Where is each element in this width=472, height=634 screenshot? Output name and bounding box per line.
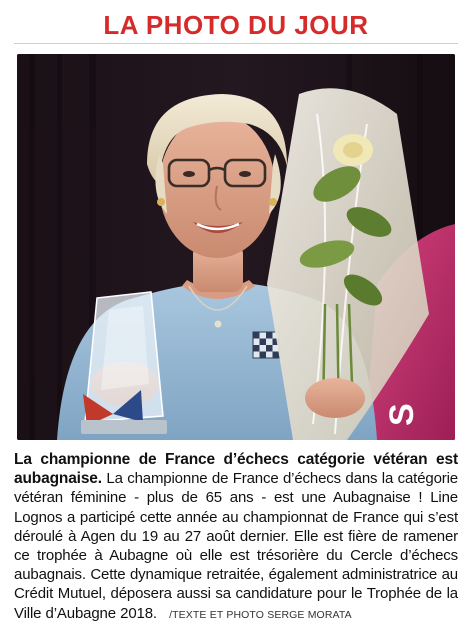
section-header <box>14 10 458 48</box>
eye-left <box>183 171 195 177</box>
pendant <box>215 321 222 328</box>
header-rule <box>14 43 458 44</box>
caption-headline: La championne de France d’échecs catégorie vétéran est aubagnaise. <box>14 451 458 488</box>
photo-caption <box>14 450 458 625</box>
news-photo <box>17 54 455 440</box>
caption-body: La championne de France d’échecs dans la catégorie vétéran féminine - plus de 65 ans - est une Aubagnaise ! Line Lognos a participé cette année au championnat de France qui s’est déroulé à Agen du 19 au 27 août dernier. Elle est fière de ramener ce trophée à Aubagne où elle est trésorière du Cercle d’échecs aubagnais. Cette dynamique retraitée, également administratrice au Crédit Mutuel, déposera aussi sa candidature pour le Trophée de la Ville d’Aubagne 2018. <box>14 470 458 622</box>
hand-right <box>305 378 365 418</box>
earring-right <box>269 198 277 206</box>
news-photo-illustration <box>17 54 455 440</box>
eye-right <box>239 171 251 177</box>
flower-rose-center <box>343 142 363 158</box>
trophy-base <box>81 420 167 434</box>
photo-credit: /TEXTE ET PHOTO SERGE MORATA <box>169 608 352 621</box>
trophy-glass-highlight <box>101 306 149 390</box>
section-title: LA PHOTO DU JOUR <box>93 10 378 40</box>
earring-left <box>157 198 165 206</box>
banner-letter: S <box>383 403 421 426</box>
shirt-logo-chessboard <box>253 332 279 358</box>
